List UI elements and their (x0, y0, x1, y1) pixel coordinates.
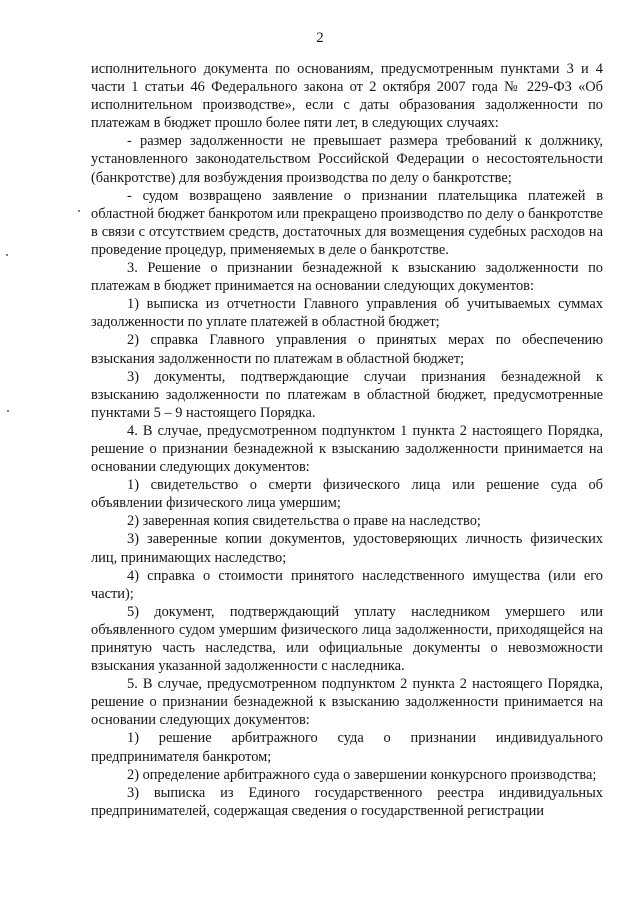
paragraph: 5. В случае, предусмотренном подпунктом 2 пункта 2 настоящего Порядка, решение о признании безнадежной к взысканию задолженности принимается на основании следующих документов: (91, 676, 603, 729)
scan-speck (7, 410, 9, 412)
paragraph: 3) заверенные копии документов, удостоверяющих личность физических лиц, принимающих наследство; (91, 531, 603, 566)
paragraph: 3) выписка из Единого государственного реестра индивидуальных предпринимателей, содержащая сведения о государственной регистрации (91, 784, 603, 819)
paragraph: 4) справка о стоимости принятого наследственного имущества (или его части); (91, 567, 603, 602)
paragraph: - размер задолженности не превышает размера требований к должнику, установленного законодательством Российской Федерации о несостоятельности (банкротстве) для возбуждения производства по делу о банкротстве; (91, 133, 603, 186)
paragraph: исполнительного документа по основаниям, предусмотренным пунктами 3 и 4 части 1 статьи 46 Федерального закона от 2 октября 2007 года № 229-ФЗ «Об исполнительном производстве», если с даты образования задолженности по платежам в бюджет прошло более пяти лет, в следующих случаях: (91, 61, 603, 132)
paragraph: 2) заверенная копия свидетельства о праве на наследство; (127, 513, 481, 530)
document-body (91, 60, 603, 820)
paragraph: 1) выписка из отчетности Главного управления об учитываемых суммах задолженности по уплате платежей в областной бюджет; (91, 296, 603, 331)
paragraph: 2) определение арбитражного суда о завершении конкурсного производства; (127, 766, 597, 783)
paragraph: 5) документ, подтверждающий уплату наследником умершего или объявленного судом умершим физического лица задолженности, приходящейся на принятую часть наследства, или официальные документы о невозможности взыскания указанной задолженности с наследника. (91, 603, 603, 675)
paragraph: - судом возвращено заявление о признании плательщика платежей в областной бюджет банкротом или прекращено производство по делу о банкротстве в связи с отсутствием средств, достаточных для возмещения судебных расходов на проведение процедур, применяемых в деле о банкротстве. (91, 187, 603, 258)
paragraph: 1) решение арбитражного суда о признании индивидуального предпринимателя банкротом; (91, 730, 603, 765)
paragraph: 2) справка Главного управления о принятых мерах по обеспечению взыскания задолженности по платежам в областной бюджет; (91, 332, 603, 367)
scan-speck (78, 210, 80, 212)
paragraph: 1) свидетельство о смерти физического лица или решение суда об объявлении физического лица умершим; (91, 477, 603, 512)
paragraph: 3. Решение о признании безнадежной к взысканию задолженности по платежам в бюджет принимается на основании следующих документов: (91, 260, 603, 295)
page-number: 2 (316, 30, 324, 46)
paragraph: 4. В случае, предусмотренном подпунктом 1 пункта 2 настоящего Порядка, решение о признании безнадежной к взысканию задолженности принимается на основании следующих документов: (91, 422, 603, 476)
scan-speck (6, 254, 8, 256)
paragraph: 3) документы, подтверждающие случаи признания безнадежной к взысканию задолженности по платежам в областной бюджет, предусмотренные пунктами 5 – 9 настоящего Порядка. (91, 368, 603, 421)
